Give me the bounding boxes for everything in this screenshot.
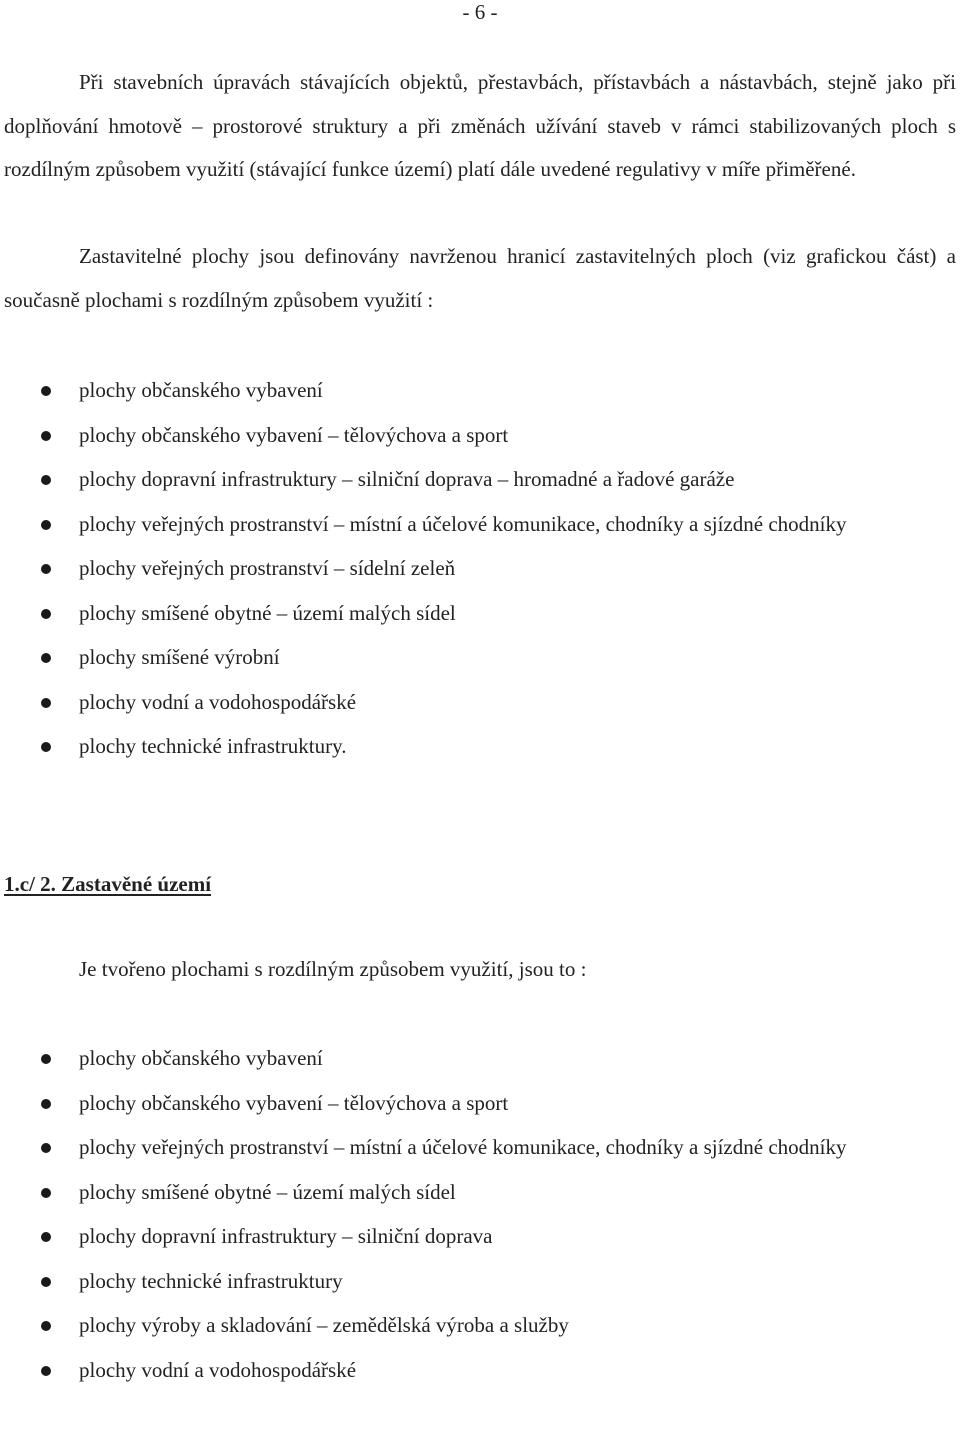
list-item xyxy=(0,591,960,636)
bullet-icon xyxy=(41,431,51,441)
developable-areas-list xyxy=(0,368,960,769)
list-item xyxy=(0,1036,960,1081)
list-item xyxy=(0,368,960,413)
bullet-icon xyxy=(41,1366,51,1376)
bullet-icon xyxy=(41,520,51,530)
bullet-icon xyxy=(41,1099,51,1109)
list-item-text: plochy občanského vybavení xyxy=(79,378,323,402)
bullet-icon xyxy=(41,1143,51,1153)
list-item xyxy=(0,457,960,502)
list-item xyxy=(0,1170,960,1215)
list-item xyxy=(0,635,960,680)
list-item-text: plochy veřejných prostranství – místní a účelové komunikace, chodníky a sjízdné chodníky xyxy=(79,511,847,536)
bullet-icon xyxy=(41,1232,51,1242)
bullet-icon xyxy=(41,653,51,663)
list-item-text: plochy občanského vybavení – tělovýchova a sport xyxy=(79,1090,509,1115)
paragraph-developable-areas: Zastavitelné plochy jsou definovány navrženou hranicí zastavitelných ploch (viz grafickou část) a současně plochami s rozdílným způsobem využití : xyxy=(4,244,956,312)
list-item-text: plochy občanského vybavení xyxy=(79,1046,323,1070)
list-item-text: plochy výroby a skladování – zemědělská výroba a služby xyxy=(79,1313,569,1337)
list-item-text: plochy smíšené obytné – území malých sídel xyxy=(79,600,456,625)
list-item xyxy=(0,1259,960,1304)
list-item xyxy=(0,1081,960,1126)
bullet-icon xyxy=(41,386,51,396)
section-intro: Je tvořeno plochami s rozdílným způsobem využití, jsou to : xyxy=(79,957,587,981)
list-item-text: plochy dopravní infrastruktury – silniční doprava xyxy=(79,1224,493,1248)
page-number: - 6 - xyxy=(462,0,498,24)
list-item-text: plochy dopravní infrastruktury – silniční doprava – hromadné a řadové garáže xyxy=(79,467,735,491)
list-item-text: plochy smíšené obytné – území malých sídel xyxy=(79,1179,456,1204)
list-item-text: plochy veřejných prostranství – sídelní zeleň xyxy=(79,556,456,580)
bullet-icon xyxy=(41,609,51,619)
bullet-icon xyxy=(41,1188,51,1198)
list-item-text: plochy vodní a vodohospodářské xyxy=(79,1357,357,1382)
bullet-icon xyxy=(41,1321,51,1331)
list-item xyxy=(0,502,960,547)
list-item-text: plochy technické infrastruktury. xyxy=(79,734,347,758)
bullet-icon xyxy=(41,698,51,708)
list-item xyxy=(0,546,960,591)
list-item-text: plochy vodní a vodohospodářské xyxy=(79,689,357,714)
list-item-text: plochy smíšené výrobní xyxy=(79,645,280,669)
list-item-text: plochy veřejných prostranství – místní a účelové komunikace, chodníky a sjízdné chodníky xyxy=(79,1135,847,1159)
list-item-text: plochy technické infrastruktury xyxy=(79,1268,343,1293)
bullet-icon xyxy=(41,1054,51,1064)
list-item xyxy=(0,1303,960,1348)
list-item xyxy=(0,1348,960,1393)
list-item xyxy=(0,413,960,458)
list-item xyxy=(0,724,960,769)
list-item xyxy=(0,680,960,725)
list-item-text: plochy občanského vybavení – tělovýchova a sport xyxy=(79,422,509,447)
bullet-icon xyxy=(41,742,51,752)
paragraph-regulations: Při stavebních úpravách stávajících objektů, přestavbách, přístavbách a nástavbách, stejně jako při doplňování hmotově – prostorové struktury a při změnách užívání staveb v rámci stabilizovaných ploch s rozdílným způsobem využití (stávající funkce území) platí dále uvedené regulativy v míře přiměřené. xyxy=(4,70,956,181)
section-heading: 1.c/ 2. Zastavěné území xyxy=(4,872,212,896)
built-up-areas-list xyxy=(0,1036,960,1392)
bullet-icon xyxy=(41,1277,51,1287)
list-item xyxy=(0,1214,960,1259)
list-item xyxy=(0,1125,960,1170)
bullet-icon xyxy=(41,475,51,485)
bullet-icon xyxy=(41,564,51,574)
